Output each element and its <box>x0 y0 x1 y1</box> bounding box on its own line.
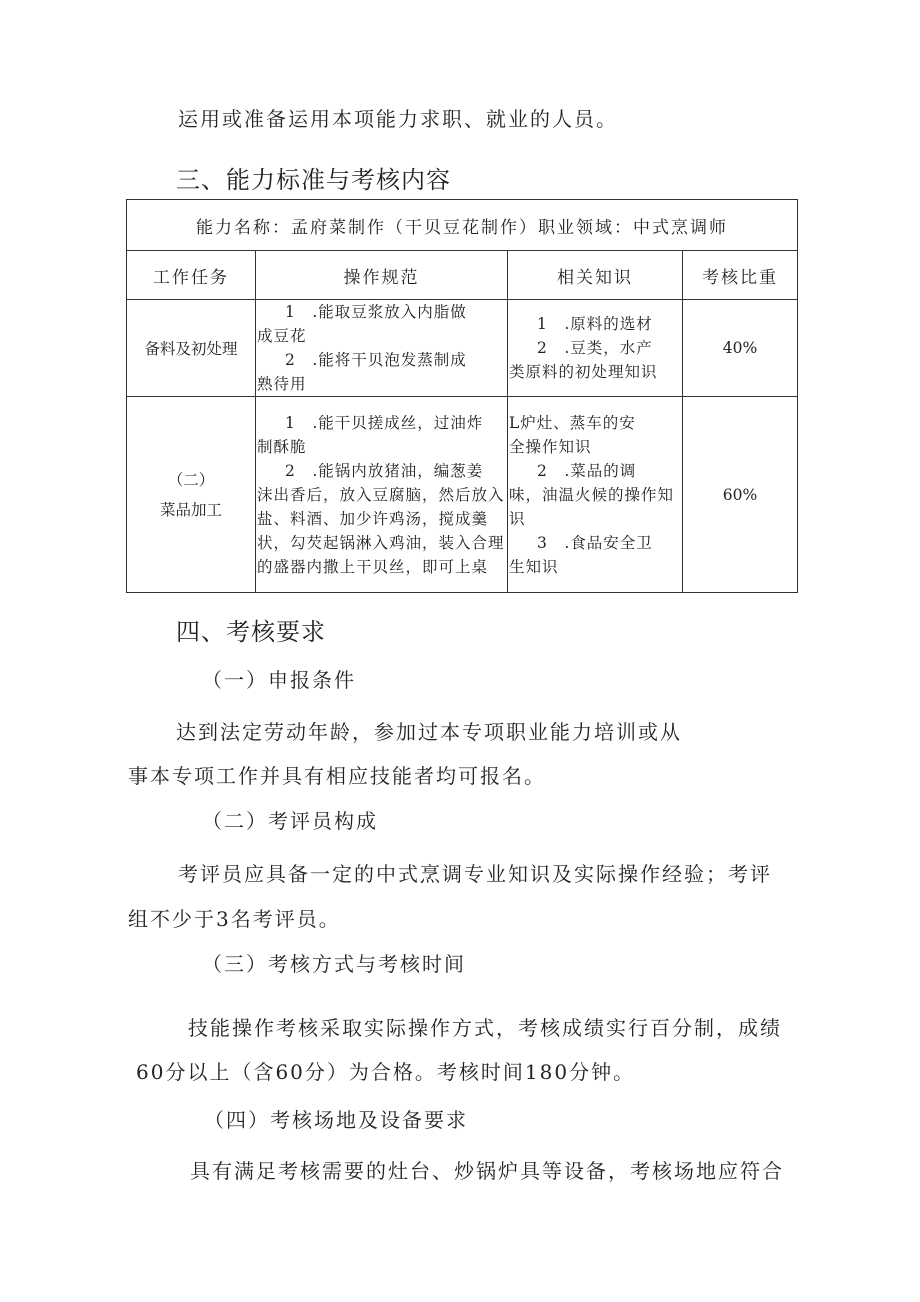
paragraph-line: 技能操作考核采取实际操作方式，考核成绩实行百分制，成绩 <box>188 1016 782 1040</box>
task-line: 备料及初处理 <box>144 340 238 358</box>
paragraph-line: 达到法定劳动年龄，参加过本专项职业能力培训或从 <box>176 720 682 744</box>
knowledge-item-first: L炉灶、蒸车的安 <box>509 413 636 432</box>
subsection-4-title: （四）考核场地及设备要求 <box>204 1108 468 1132</box>
knowledge-cell <box>508 397 683 593</box>
paragraph-line: 考评员应具备一定的中式烹调专业知识及实际操作经验；考评 <box>178 862 772 886</box>
spec-item-first: 1 .能取豆浆放入内脂做 <box>285 303 467 321</box>
ability-standard-table <box>126 199 798 593</box>
knowledge-item-rest: 生知识 <box>509 557 559 576</box>
intro-line: 运用或准备运用本项能力求职、就业的人员。 <box>178 107 618 131</box>
spec-cell <box>256 300 508 397</box>
table-row <box>127 300 798 397</box>
subsection-1-title: （一）申报条件 <box>202 668 356 692</box>
table-title-row <box>127 200 798 251</box>
table-header-row <box>127 251 798 300</box>
knowledge-item-first: 2 .菜品的调 <box>537 461 637 480</box>
section-3-title: 三、能力标准与考核内容 <box>176 166 451 194</box>
table-row <box>127 397 798 593</box>
header-weight: 考核比重 <box>683 251 798 300</box>
knowledge-item-first: 2 .豆类，水产 <box>537 339 653 357</box>
weight-cell: 60% <box>683 397 798 593</box>
knowledge-item-first: 1 .原料的选材 <box>537 315 653 333</box>
header-task: 工作任务 <box>127 251 256 300</box>
paragraph-line: 事本专项工作并具有相应技能者均可报名。 <box>128 764 546 788</box>
subsection-3-title: （三）考核方式与考核时间 <box>202 952 466 976</box>
paragraph-line: 组不少于3名考评员。 <box>128 907 341 931</box>
task-cell <box>127 300 256 397</box>
knowledge-item-rest: 全操作知识 <box>509 437 592 456</box>
paragraph-line: 60分以上（含60分）为合格。考核时间180分钟。 <box>136 1060 636 1084</box>
task-cell <box>127 397 256 593</box>
spec-item-rest: 成豆花 <box>257 327 307 345</box>
spec-item-rest: 制酥脆 <box>257 437 307 456</box>
spec-item-rest: 沫出香后，放入豆腐脑，然后放入盐、料酒、加少许鸡汤，搅成羹状，勾芡起锅淋入鸡油，装入合理的盛器内撒上干贝丝，即可上桌 <box>257 485 505 576</box>
spec-item-first: 2 .能锅内放猪油，编葱姜 <box>285 461 484 480</box>
knowledge-item-rest: 类原料的初处理知识 <box>509 363 658 381</box>
section-4-title: 四、考核要求 <box>176 618 326 646</box>
spec-item-first: 2 .能将干贝泡发蒸制成 <box>285 351 467 369</box>
header-knowledge: 相关知识 <box>508 251 683 300</box>
task-line: 菜品加工 <box>159 500 222 519</box>
knowledge-item-rest: 味，油温火候的操作知识 <box>509 485 675 528</box>
paragraph-line: 具有满足考核需要的灶台、炒锅炉具等设备，考核场地应符合 <box>190 1159 784 1183</box>
knowledge-item-first: 3 .食品安全卫 <box>537 533 653 552</box>
weight-cell: 40% <box>683 300 798 397</box>
spec-item-first: 1 .能干贝搓成丝，过油炸 <box>285 413 484 432</box>
header-spec: 操作规范 <box>256 251 508 300</box>
knowledge-cell <box>508 300 683 397</box>
table-title: 能力名称：孟府菜制作（干贝豆花制作）职业领域：中式烹调师 <box>127 200 798 251</box>
subsection-2-title: （二）考评员构成 <box>202 809 378 833</box>
spec-item-rest: 熟待用 <box>257 375 307 393</box>
spec-cell <box>256 397 508 593</box>
task-line: （二） <box>167 470 215 489</box>
